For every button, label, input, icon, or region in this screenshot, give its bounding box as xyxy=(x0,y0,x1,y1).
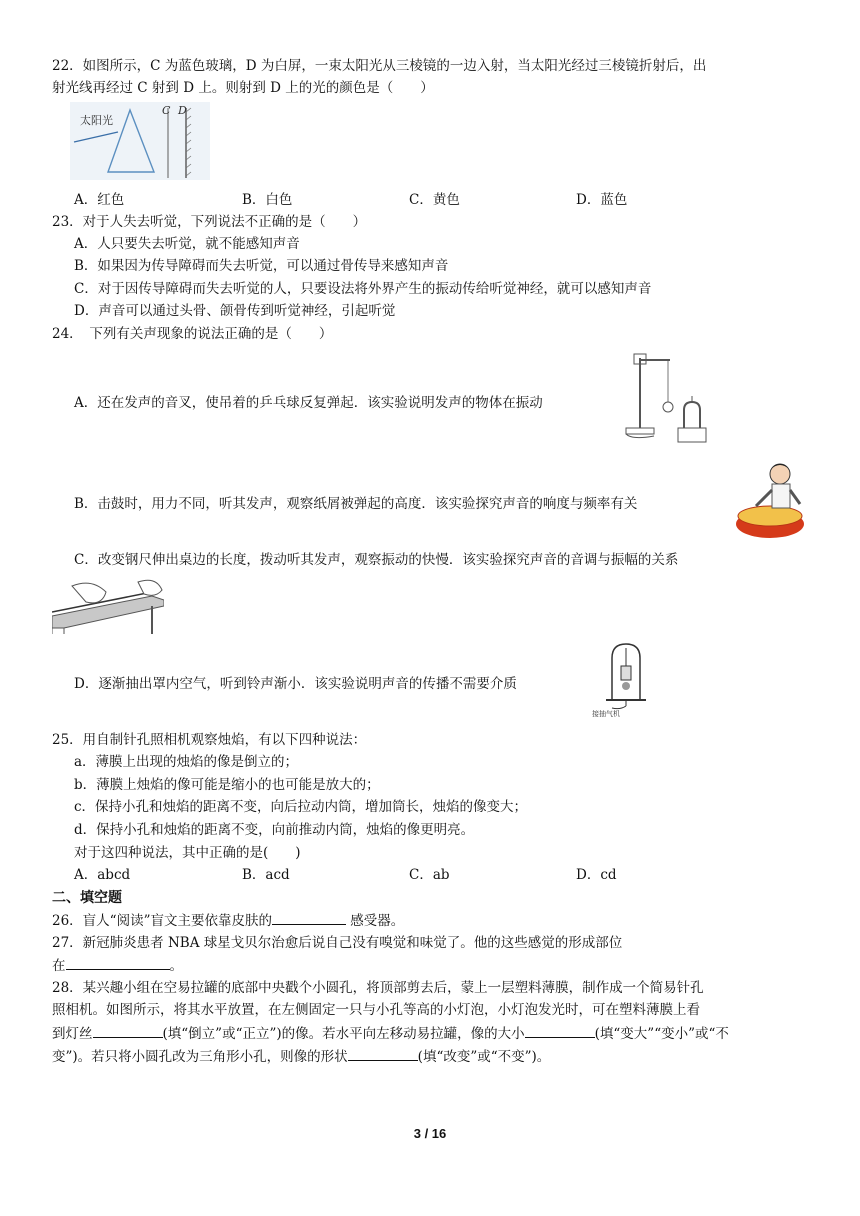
q28-l3a: 到灯丝 xyxy=(52,1026,93,1042)
q28-line4 xyxy=(52,1046,550,1067)
q23-option-b: B．如果因为传导障碍而失去听觉，可以通过骨传导来感知声音 xyxy=(74,258,449,274)
q23-option-c: C．对于因传导障碍而失去听觉的人，只要设法将外界产生的振动传给听觉神经，就可以感知声音 xyxy=(74,281,652,297)
q25-option-d: D．cd xyxy=(576,867,617,883)
q28-l3c: (填“变大”“变小”或“不 xyxy=(594,1026,729,1042)
bell-jar-figure xyxy=(590,640,660,720)
q25-item-d: d．保持小孔和烛焰的距离不变，向前推动内筒，烛焰的像更明亮。 xyxy=(74,822,475,838)
q22-option-d: D．蓝色 xyxy=(576,192,628,208)
q22-option-a: A．红色 xyxy=(74,192,125,208)
q25-stem: 25．用自制针孔照相机观察烛焰，有以下四种说法： xyxy=(52,732,367,748)
q22-stem-line2: 射光线再经过 C 射到 D 上。则射到 D 上的光的颜色是（ ） xyxy=(52,80,434,96)
q24-option-b: B．击鼓时，用力不同，听其发声，观察纸屑被弹起的高度．该实验探究声音的响度与频率有关 xyxy=(74,496,638,512)
drum-figure xyxy=(734,460,806,544)
q25-option-b: B．acd xyxy=(242,867,290,883)
q28-line3 xyxy=(52,1023,729,1044)
q26-pre: 26．盲人“阅读”盲文主要依靠皮肤的 xyxy=(52,913,272,929)
q24-option-c: C．改变钢尺伸出桌边的长度，拨动听其发声，观察振动的快慢．该实验探究声音的音调与振幅的关系 xyxy=(74,552,679,568)
q26-post: 感受器。 xyxy=(345,913,405,929)
q27-line1: 27．新冠肺炎患者 NBA 球星戈贝尔治愈后说自己没有嗅觉和味觉了。他的这些感觉的形成部位 xyxy=(52,935,623,951)
prism-figure xyxy=(70,102,210,180)
q22-stem-line1: 22．如图所示，C 为蓝色玻璃，D 为白屏，一束太阳光从三棱镜的一边入射，当太阳光经过三棱镜折射后，出 xyxy=(52,58,707,74)
q23-option-d: D．声音可以通过头骨、颌骨传到听觉神经，引起听觉 xyxy=(74,303,396,319)
q25-item-b: b．薄膜上烛焰的像可能是缩小的也可能是放大的； xyxy=(74,777,380,793)
q28-l4b: (填“改变”或“不变”)。 xyxy=(417,1049,551,1065)
sun-label: 太阳光 xyxy=(80,114,113,127)
bell-jar-label: 接抽气机 xyxy=(592,710,620,718)
q26-blank[interactable] xyxy=(272,910,346,925)
q28-l4a: 变”)。若只将小圆孔改为三角形小孔，则像的形状 xyxy=(52,1049,348,1065)
q28-blank-2[interactable] xyxy=(525,1023,595,1038)
q25-ask: 对于这四种说法，其中正确的是( ) xyxy=(74,845,301,861)
q28-blank-3[interactable] xyxy=(348,1046,418,1061)
q22-option-b: B．白色 xyxy=(242,192,293,208)
page-number: 3 / 16 xyxy=(413,1126,447,1141)
q23-stem: 23．对于人失去听觉，下列说法不正确的是（ ） xyxy=(52,214,367,230)
q24-option-d: D．逐渐抽出罩内空气，听到铃声渐小．该实验说明声音的传播不需要介质 xyxy=(74,676,517,692)
q26 xyxy=(52,910,404,931)
q25-option-c: C．ab xyxy=(409,867,450,883)
steel-ruler-figure xyxy=(52,572,164,634)
q25-item-a: a．薄膜上出现的烛焰的像是倒立的； xyxy=(74,754,299,770)
label-d: D xyxy=(178,104,187,117)
q28-line2: 照相机。如图所示，将其水平放置，在左侧固定一只与小孔等高的小灯泡，小灯泡发光时，可在塑料薄膜上看 xyxy=(52,1002,700,1018)
q28-line1: 28．某兴趣小组在空易拉罐的底部中央戳个小圆孔，将顶部剪去后，蒙上一层塑料薄膜，制作成一个简易针孔 xyxy=(52,980,704,996)
q28-blank-1[interactable] xyxy=(93,1023,163,1038)
tuning-fork-figure xyxy=(622,350,708,446)
q25-option-a: A．abcd xyxy=(74,867,131,883)
q27-blank[interactable] xyxy=(66,955,170,970)
q27-line2 xyxy=(52,955,183,976)
q27-pre: 在 xyxy=(52,958,66,974)
q25-item-c: c．保持小孔和烛焰的距离不变，向后拉动内筒，增加筒长，烛焰的像变大； xyxy=(74,799,528,815)
q22-option-c: C．黄色 xyxy=(409,192,460,208)
q23-option-a: A．人只要失去听觉，就不能感知声音 xyxy=(74,236,300,252)
label-c: C xyxy=(162,104,171,117)
q24-option-a: A．还在发声的音叉，使吊着的乒乓球反复弹起．该实验说明发声的物体在振动 xyxy=(74,395,543,411)
q28-l3b: (填“倒立”或“正立”)的像。若水平向左移动易拉罐，像的大小 xyxy=(162,1026,525,1042)
q27-post: 。 xyxy=(169,958,183,974)
q24-stem: 24． 下列有关声现象的说法正确的是（ ） xyxy=(52,326,333,342)
section-heading: 二、填空题 xyxy=(52,890,122,906)
